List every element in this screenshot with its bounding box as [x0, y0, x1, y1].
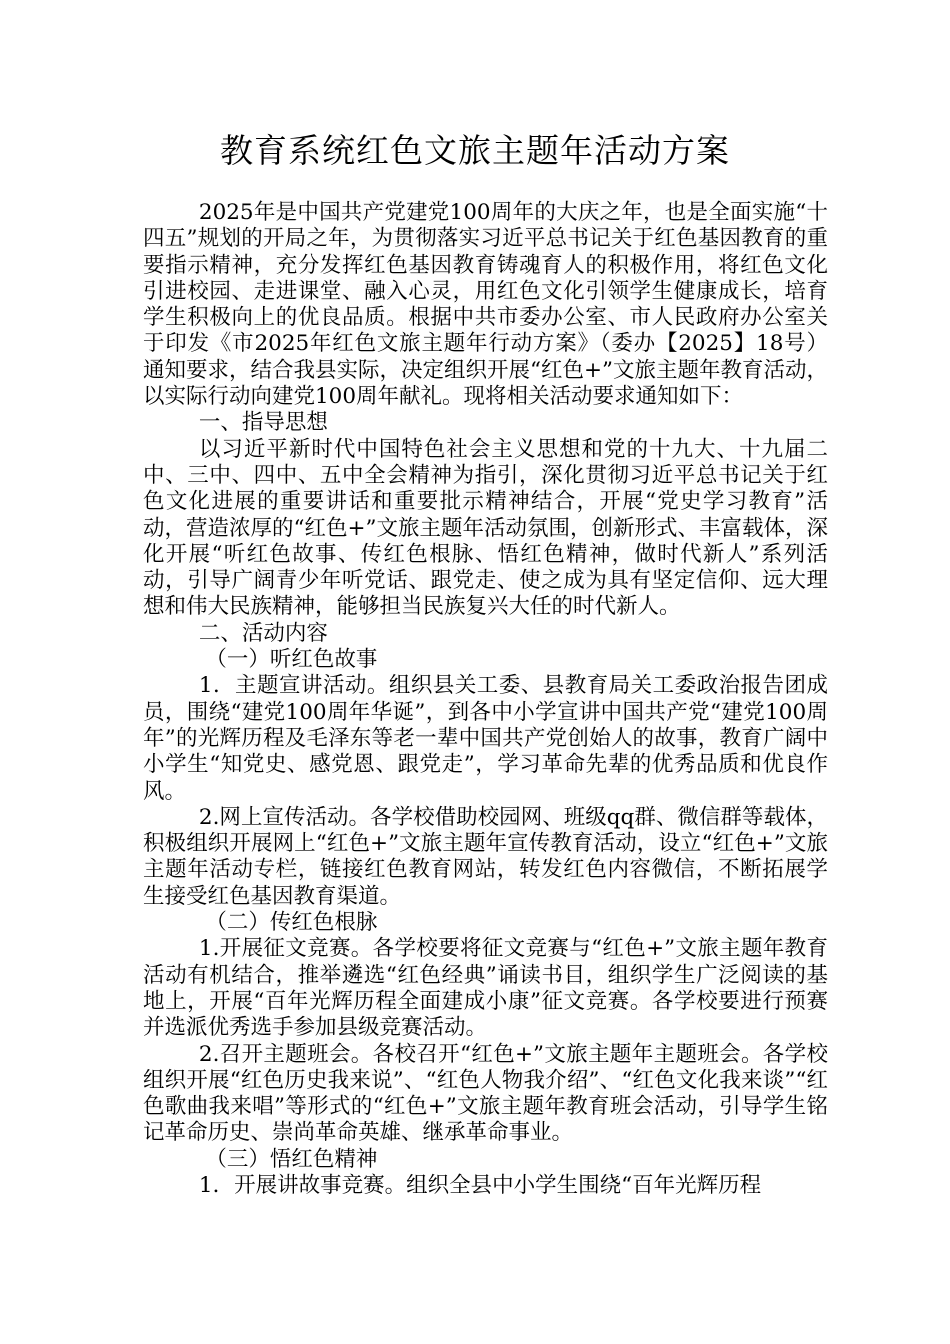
subheading-understand-red-spirit: （三）悟红色精神: [205, 1146, 378, 1172]
paragraph-online-promotion: 2.网上宣传活动。各学校借助校园网、班级qq群、微信群等载体，积极组织开展网上“红色+”文旅主题年宣传教育活动，设立“红色+”文旅主题年活动专栏，链接红色教育网站，转发红色内容微信，不断拓展学生接受红色基因教育渠道。: [143, 804, 828, 909]
document-body: [143, 200, 828, 1199]
guiding-thought-paragraph: 以习近平新时代中国特色社会主义思想和党的十九大、十九届二中、三中、四中、五中全会精神为指引，深化贯彻习近平总书记关于红色文化进展的重要讲话和重要批示精神结合，开展“党史学习教育”活动，营造浓厚的“红色+”文旅主题年活动氛围，创新形式、丰富载体，深化开展“听红色故事、传红色根脉、悟红色精神，做时代新人”系列活动，引导广阔青少年听党话、跟党走、使之成为具有坚定信仰、远大理想和伟大民族精神，能够担当民族复兴大任的时代新人。: [143, 436, 829, 620]
section-heading-guiding-thought: 一、指导思想: [198, 410, 328, 436]
paragraph-class-meeting: 2.召开主题班会。各校召开“红色+”文旅主题年主题班会。各学校组织开展“红色历史我来说”、“红色人物我介绍”、“红色文化我来谈”“红色歌曲我来唱”等形式的“红色+”文旅主题年教育班会活动，引导学生铭记革命历史、崇尚革命英雄、继承革命事业。: [143, 1041, 828, 1146]
intro-paragraph: 2025年是中国共产党建党100周年的大庆之年，也是全面实施“十四五”规划的开局之年，为贯彻落实习近平总书记关于红色基因教育的重要指示精神，充分发挥红色基因教育铸魂育人的积极作用，将红色文化引进校园、走进课堂、融入心灵，用红色文化引领学生健康成长，培育学生积极向上的优良品质。根据中共市委办公室、市人民政府办公室关于印发《市2025年红色文旅主题年行动方案》（委办【2025】18号）通知要求，结合我县实际，决定组织开展“红色+”文旅主题年教育活动，以实际行动向建党100周年献礼。现将相关活动要求通知如下：: [143, 200, 829, 410]
paragraph-storytelling-contest: 1．开展讲故事竞赛。组织全县中小学生围绕“百年光辉历程: [198, 1172, 762, 1198]
paragraph-theme-lectures: 1．主题宣讲活动。组织县关工委、县教育局关工委政治报告团成员，围绕“建党100周年华诞”，到各中小学宣讲中国共产党“建党100周年”的光辉历程及毛泽东等老一辈中国共产党创始人的故事，教育广阔中小学生“知党史、感党恩、跟党走”，学习革命先辈的优秀品质和优良作风。: [143, 673, 828, 804]
document-title: 教育系统红色文旅主题年活动方案: [220, 131, 730, 170]
subheading-pass-on-red-roots: （二）传红色根脉: [205, 910, 378, 936]
section-heading-activity-content: 二、活动内容: [198, 620, 328, 646]
paragraph-essay-contest: 1.开展征文竞赛。各学校要将征文竞赛与“红色+”文旅主题年教育活动有机结合，推举遴选“红色经典”诵读书目，组织学生广泛阅读的基地上，开展“百年光辉历程全面建成小康”征文竞赛。各学校要进行预赛并选派优秀选手参加县级竞赛活动。: [143, 936, 828, 1041]
subheading-listen-red-stories: （一）听红色故事: [205, 647, 378, 673]
